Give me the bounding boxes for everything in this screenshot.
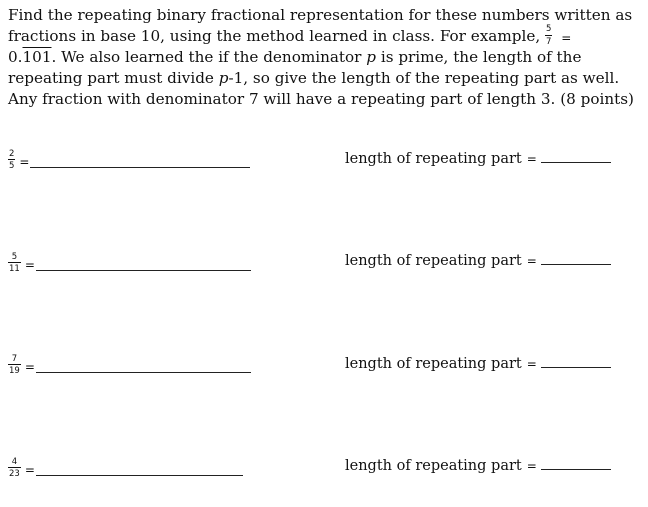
question-3-length-label: length of repeating part (345, 356, 522, 372)
example-equals: = (561, 30, 572, 45)
fraction-bar (8, 262, 21, 263)
question-2-numerator: 5 (11, 251, 18, 262)
question-1-fraction (8, 150, 15, 171)
question-1-length (345, 151, 611, 171)
fraction-bar (545, 35, 552, 36)
question-2-length-label: length of repeating part (345, 253, 522, 269)
question-1-answer-line[interactable] (30, 166, 250, 168)
fraction-bar (8, 467, 21, 468)
question-2-answer-line[interactable] (36, 269, 251, 271)
example-numerator: 5 (546, 24, 552, 35)
question-4-equals: = (24, 463, 35, 477)
question-2-length-line[interactable] (541, 264, 611, 265)
fraction-bar (8, 159, 15, 160)
instructions-text-2: . We also learned the if the denominator (51, 48, 362, 67)
example-fraction (545, 25, 552, 46)
fraction-bar (8, 364, 21, 365)
question-1-equals: = (19, 155, 30, 169)
question-3-equals: = (24, 360, 35, 374)
instructions-text-1: Find the repeating binary fractional representation for these numbers written as fractions in base 10, using the method learned in class. For example, (8, 6, 633, 45)
question-1-answer (8, 146, 250, 176)
question-4-length-label: length of repeating part (345, 458, 522, 474)
question-3-numerator: 7 (11, 353, 18, 364)
question-3-answer-line[interactable] (36, 371, 251, 373)
instructions-paragraph (8, 5, 640, 110)
question-3-answer (8, 351, 251, 381)
question-1-length-line[interactable] (541, 162, 611, 163)
question-3-denominator: 19 (9, 366, 20, 376)
question-4-denominator: 23 (9, 469, 20, 479)
question-4-length (345, 458, 611, 478)
question-1-denominator: 5 (9, 161, 15, 171)
question-1-length-equals: = (526, 152, 537, 166)
question-2-equals: = (24, 258, 35, 272)
instructions-text-4: -1, so give the length of the repeating part as well. Any fraction with denominator 7 will have a repeating part of length 3. (8 points) (8, 69, 634, 108)
example-integer-part: 0. (8, 48, 23, 67)
question-2-answer (8, 249, 251, 279)
question-4-fraction (8, 458, 21, 479)
question-2-length-equals: = (526, 254, 537, 268)
question-4-length-line[interactable] (541, 469, 611, 470)
question-4-answer-line[interactable] (36, 474, 243, 476)
question-3-fraction (8, 355, 21, 376)
example-repeating-digits: 101 (22, 48, 52, 67)
question-1-numerator: 2 (9, 148, 15, 159)
example-denominator: 7 (546, 36, 552, 47)
question-2-denominator: 11 (9, 264, 20, 274)
question-3-length-equals: = (526, 357, 537, 371)
variable-p-2: p (218, 69, 229, 88)
question-4-answer (8, 454, 243, 484)
instructions-text-3: is prime, the length of the repeating part must divide (8, 48, 582, 88)
question-4-numerator: 4 (11, 456, 18, 467)
variable-p: p (366, 48, 377, 67)
question-3-length (345, 356, 611, 376)
question-2-length (345, 253, 611, 273)
question-1-length-label: length of repeating part (345, 151, 522, 167)
question-4-length-equals: = (526, 459, 537, 473)
question-3-length-line[interactable] (541, 367, 611, 368)
question-2-fraction (8, 253, 21, 274)
